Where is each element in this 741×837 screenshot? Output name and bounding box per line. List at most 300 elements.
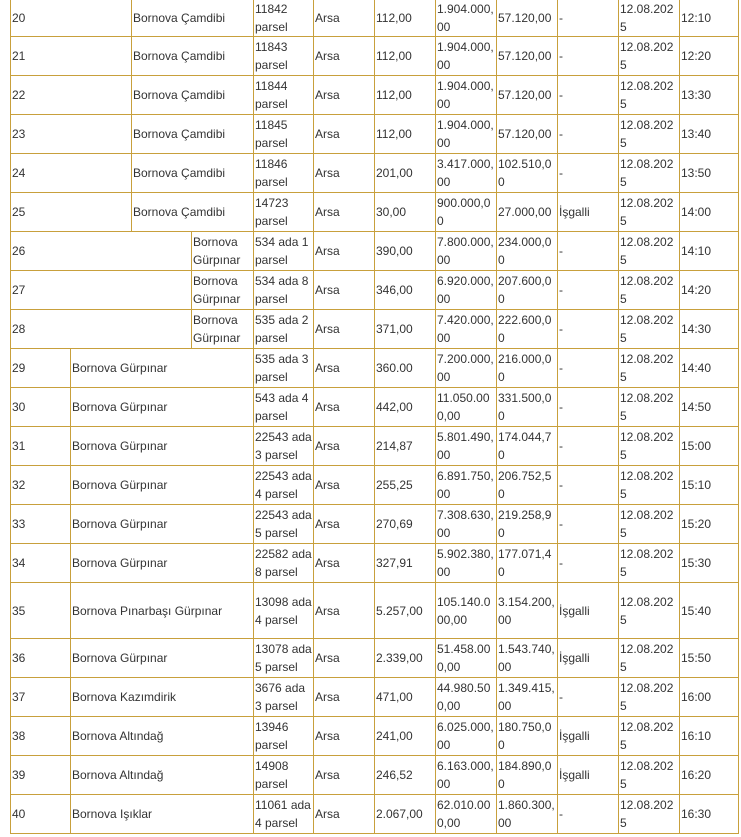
grid-line [618, 716, 619, 756]
property-type-cell: Arsa [315, 88, 340, 102]
grid-line [313, 677, 314, 717]
grid-line [253, 387, 254, 427]
property-type-cell: Arsa [315, 244, 340, 258]
grid-line [618, 543, 619, 583]
date-cell: 12.08.2025 [620, 313, 674, 345]
grid-line [313, 309, 314, 349]
grid-line [253, 794, 254, 834]
area-cell: 112,00 [376, 11, 412, 25]
grid-line [435, 153, 436, 193]
price-cell: 62.010.000,00 [437, 798, 491, 830]
grid-line [131, 192, 132, 232]
grid-line [10, 426, 11, 466]
grid-line [496, 75, 497, 115]
status-cell: - [559, 478, 563, 492]
grid-line [313, 387, 314, 427]
deposit-cell: 1.543.740,00 [498, 642, 555, 674]
deposit-cell: 177.071,40 [498, 547, 552, 579]
grid-line [496, 153, 497, 193]
grid-line [618, 270, 619, 310]
area-cell: 471,00 [376, 690, 413, 704]
time-cell: 12:20 [681, 49, 712, 63]
grid-line [10, 638, 11, 678]
grid-line [374, 192, 375, 232]
region-cell: Bornova Işıklar [72, 807, 153, 821]
grid-line [10, 504, 11, 544]
date-cell: 12.08.2025 [620, 759, 674, 791]
grid-line [557, 192, 558, 232]
price-cell: 5.902.380,00 [437, 547, 494, 579]
grid-line [618, 677, 619, 717]
row-number: 37 [12, 690, 26, 704]
grid-line [496, 677, 497, 717]
grid-line [618, 387, 619, 427]
price-cell: 1.904.000,00 [437, 79, 494, 111]
property-type-cell: Arsa [315, 205, 340, 219]
property-type-cell: Arsa [315, 478, 340, 492]
grid-line [313, 543, 314, 583]
grid-line [618, 638, 619, 678]
grid-line [253, 504, 254, 544]
deposit-cell: 27.000,00 [498, 205, 552, 219]
grid-line [557, 716, 558, 756]
region-cell: Bornova Çamdibi [133, 127, 226, 141]
status-cell: İşgalli [559, 651, 590, 665]
grid-line [374, 348, 375, 388]
time-cell: 16:20 [681, 768, 712, 782]
area-cell: 371,00 [376, 322, 413, 336]
grid-line [435, 465, 436, 505]
property-type-cell: Arsa [315, 729, 340, 743]
grid-line [374, 426, 375, 466]
grid-line [70, 677, 71, 717]
ada-parsel-cell: 22543 ada 5 parsel [255, 508, 312, 540]
time-cell: 12:10 [681, 11, 712, 25]
status-cell: - [559, 11, 563, 25]
grid-line [10, 192, 11, 232]
time-cell: 15:00 [681, 439, 712, 453]
grid-line [191, 270, 192, 310]
date-cell: 12.08.2025 [620, 469, 674, 501]
grid-line [313, 348, 314, 388]
area-cell: 2.067,00 [376, 807, 423, 821]
grid-line [618, 465, 619, 505]
grid-line [253, 755, 254, 795]
grid-line [496, 309, 497, 349]
row-number: 23 [12, 127, 26, 141]
grid-line [70, 465, 71, 505]
row-number: 35 [12, 603, 26, 618]
deposit-cell: 331.500,00 [498, 391, 552, 423]
grid-line [557, 755, 558, 795]
deposit-cell: 57.120,00 [498, 127, 552, 141]
time-cell: 14:40 [681, 361, 712, 375]
price-cell: 5.801.490,00 [437, 430, 494, 462]
date-cell: 12.08.2025 [620, 720, 674, 752]
region-cell: Bornova Gürpınar [72, 361, 168, 375]
region-cell: Bornova Çamdibi [133, 88, 226, 102]
grid-line [374, 153, 375, 193]
status-cell: İşgalli [559, 729, 590, 743]
property-type-cell: Arsa [315, 322, 340, 336]
deposit-cell: 3.154.200,00 [498, 594, 555, 627]
grid-line [435, 231, 436, 271]
region-cell: Bornova Gürpınar [72, 517, 168, 531]
grid-line [618, 348, 619, 388]
grid-line [253, 543, 254, 583]
row-number: 25 [12, 205, 26, 219]
area-cell: 112,00 [376, 127, 412, 141]
grid-line [738, 582, 739, 639]
deposit-cell: 219.258,90 [498, 508, 552, 540]
grid-line [313, 638, 314, 678]
time-cell: 15:10 [681, 478, 712, 492]
grid-line [374, 387, 375, 427]
status-cell: - [559, 283, 563, 297]
grid-line [70, 582, 71, 639]
grid-line [313, 36, 314, 76]
grid-line [374, 716, 375, 756]
grid-line [738, 465, 739, 505]
grid-line [557, 387, 558, 427]
price-cell: 6.891.750,00 [437, 469, 494, 501]
ada-parsel-cell: 11843 parsel [255, 40, 288, 72]
region-cell: Bornova Gürpınar [72, 400, 168, 414]
grid-line [374, 36, 375, 76]
status-cell: İşgalli [559, 205, 590, 219]
grid-line [374, 114, 375, 154]
ada-parsel-cell: 535 ada 3 parsel [255, 352, 309, 384]
ada-parsel-cell: 543 ada 4 parsel [255, 391, 309, 423]
area-cell: 246,52 [376, 768, 413, 782]
area-cell: 327,91 [376, 556, 413, 570]
grid-line [435, 504, 436, 544]
date-cell: 12.08.2025 [620, 798, 674, 830]
grid-line [435, 0, 436, 37]
grid-line [738, 270, 739, 310]
grid-line [253, 114, 254, 154]
time-cell: 15:20 [681, 517, 712, 531]
time-cell: 16:00 [681, 690, 712, 704]
grid-line [557, 309, 558, 349]
region-cell: Bornova Pınarbaşı Gürpınar [72, 603, 223, 618]
ada-parsel-cell: 11842 parsel [255, 2, 288, 34]
price-cell: 1.904.000,00 [437, 2, 494, 34]
grid-line [435, 75, 436, 115]
grid-line [557, 504, 558, 544]
price-cell: 44.980.500,00 [437, 681, 491, 713]
grid-line [313, 504, 314, 544]
grid-line [738, 504, 739, 544]
grid-line [131, 153, 132, 193]
grid-line [557, 638, 558, 678]
grid-line [435, 192, 436, 232]
deposit-cell: 1.860.300,00 [498, 798, 555, 830]
grid-line [435, 794, 436, 834]
grid-line [496, 794, 497, 834]
grid-line [679, 387, 680, 427]
price-cell: 51.458.000,00 [437, 642, 491, 674]
grid-line [313, 582, 314, 639]
grid-line [374, 309, 375, 349]
grid-line [10, 348, 11, 388]
grid-line [435, 348, 436, 388]
row-number: 24 [12, 166, 26, 180]
price-cell: 7.200.000,00 [437, 352, 494, 384]
grid-line [496, 426, 497, 466]
grid-line [131, 114, 132, 154]
grid-line [313, 270, 314, 310]
time-cell: 13:40 [681, 127, 712, 141]
grid-line [435, 114, 436, 154]
grid-line [679, 426, 680, 466]
grid-line [374, 465, 375, 505]
deposit-cell: 57.120,00 [498, 11, 552, 25]
grid-line [191, 231, 192, 271]
property-type-cell: Arsa [315, 127, 340, 141]
property-type-cell: Arsa [315, 361, 340, 375]
grid-line [679, 270, 680, 310]
grid-line [435, 755, 436, 795]
row-number: 30 [12, 400, 26, 414]
grid-line [496, 582, 497, 639]
date-cell: 12.08.2025 [620, 157, 674, 189]
date-cell: 12.08.2025 [620, 235, 674, 267]
grid-line [313, 192, 314, 232]
grid-line [374, 270, 375, 310]
ada-parsel-cell: 534 ada 1 parsel [255, 235, 309, 267]
grid-line [679, 543, 680, 583]
grid-line [679, 465, 680, 505]
status-cell: - [559, 166, 563, 180]
grid-line [374, 504, 375, 544]
property-type-cell: Arsa [315, 768, 340, 782]
region-cell: Bornova Kazımdirik [72, 690, 177, 704]
price-cell: 105.140.000,00 [437, 594, 491, 627]
deposit-cell: 207.600,00 [498, 274, 552, 306]
grid-line [679, 755, 680, 795]
region-cell: Bornova Gürpınar [72, 651, 168, 665]
grid-line [618, 309, 619, 349]
region-cell: Bornova Gürpınar [72, 478, 168, 492]
status-cell: - [559, 556, 563, 570]
grid-line [557, 543, 558, 583]
row-number: 31 [12, 439, 26, 453]
status-cell: - [559, 517, 563, 531]
property-type-cell: Arsa [315, 166, 340, 180]
status-cell: - [559, 244, 563, 258]
row-number: 26 [12, 244, 26, 258]
grid-line [679, 192, 680, 232]
price-cell: 6.025.000,00 [437, 720, 494, 752]
grid-line [374, 638, 375, 678]
time-cell: 16:30 [681, 807, 712, 821]
price-cell: 3.417.000,00 [437, 157, 494, 189]
grid-line [618, 426, 619, 466]
ada-parsel-cell: 535 ada 2 parsel [255, 313, 309, 345]
time-cell: 14:20 [681, 283, 712, 297]
grid-line [496, 755, 497, 795]
grid-line [313, 0, 314, 37]
price-cell: 1.904.000,00 [437, 40, 494, 72]
area-cell: 346,00 [376, 283, 413, 297]
grid-line [679, 504, 680, 544]
deposit-cell: 1.349.415,00 [498, 681, 555, 713]
grid-line [253, 348, 254, 388]
region-cell: Bornova Çamdibi [133, 166, 226, 180]
region-cell: Bornova Gürpınar [193, 274, 241, 306]
status-cell: - [559, 690, 563, 704]
grid-line [618, 114, 619, 154]
grid-line [10, 270, 11, 310]
grid-line [679, 114, 680, 154]
ada-parsel-cell: 22582 ada 8 parsel [255, 547, 312, 579]
status-cell: - [559, 439, 563, 453]
grid-line [435, 677, 436, 717]
deposit-cell: 216.000,00 [498, 352, 552, 384]
ada-parsel-cell: 13078 ada 5 parsel [255, 642, 312, 674]
deposit-cell: 180.750,00 [498, 720, 552, 752]
date-cell: 12.08.2025 [620, 508, 674, 540]
ada-parsel-cell: 13098 ada 4 parsel [255, 594, 312, 627]
grid-line [70, 638, 71, 678]
status-cell: - [559, 322, 563, 336]
grid-line [679, 716, 680, 756]
ada-parsel-cell: 14908 parsel [255, 759, 289, 791]
area-cell: 214,87 [376, 439, 413, 453]
area-cell: 390,00 [376, 244, 413, 258]
grid-line [618, 794, 619, 834]
property-type-cell: Arsa [315, 603, 340, 618]
area-cell: 112,00 [376, 49, 412, 63]
grid-line [253, 75, 254, 115]
region-cell: Bornova Altındağ [72, 768, 164, 782]
price-cell: 7.420.000,00 [437, 313, 494, 345]
grid-line [131, 36, 132, 76]
grid-line [496, 231, 497, 271]
grid-line [10, 677, 11, 717]
grid-line [679, 36, 680, 76]
region-cell: Bornova Çamdibi [133, 49, 226, 63]
property-type-cell: Arsa [315, 11, 340, 25]
time-cell: 15:30 [681, 556, 712, 570]
grid-line [496, 114, 497, 154]
grid-line [253, 231, 254, 271]
ada-parsel-cell: 22543 ada 4 parsel [255, 469, 312, 501]
deposit-cell: 102.510,00 [498, 157, 552, 189]
date-cell: 12.08.2025 [620, 391, 674, 423]
price-cell: 6.920.000,00 [437, 274, 494, 306]
time-cell: 14:10 [681, 244, 712, 258]
grid-line [679, 0, 680, 37]
grid-line [313, 755, 314, 795]
row-number: 40 [12, 807, 26, 821]
grid-line [313, 465, 314, 505]
grid-line [253, 153, 254, 193]
region-cell: Bornova Gürpınar [72, 439, 168, 453]
date-cell: 12.08.2025 [620, 40, 674, 72]
grid-line [679, 677, 680, 717]
grid-line [679, 582, 680, 639]
region-cell: Bornova Çamdibi [133, 205, 226, 219]
grid-line [496, 543, 497, 583]
grid-line [374, 543, 375, 583]
region-cell: Bornova Altındağ [72, 729, 164, 743]
grid-line [679, 348, 680, 388]
grid-line [557, 348, 558, 388]
grid-line [10, 794, 11, 834]
status-cell: İşgalli [559, 603, 590, 618]
grid-line [374, 677, 375, 717]
grid-line [557, 582, 558, 639]
grid-line [496, 270, 497, 310]
grid-line [10, 153, 11, 193]
grid-line [253, 0, 254, 37]
area-cell: 241,00 [376, 729, 413, 743]
ada-parsel-cell: 11844 parsel [255, 79, 288, 111]
grid-line [70, 755, 71, 795]
grid-line [313, 75, 314, 115]
grid-line [253, 192, 254, 232]
property-type-cell: Arsa [315, 400, 340, 414]
grid-line [435, 387, 436, 427]
property-type-cell: Arsa [315, 49, 340, 63]
grid-line [435, 543, 436, 583]
grid-line [738, 638, 739, 678]
grid-line [435, 36, 436, 76]
row-number: 32 [12, 478, 26, 492]
date-cell: 12.08.2025 [620, 196, 674, 228]
grid-line [253, 465, 254, 505]
ada-parsel-cell: 3676 ada 3 parsel [255, 681, 306, 713]
grid-line [70, 543, 71, 583]
grid-line [10, 755, 11, 795]
row-number: 22 [12, 88, 26, 102]
date-cell: 12.08.2025 [620, 118, 674, 150]
grid-line [557, 36, 558, 76]
deposit-cell: 57.120,00 [498, 49, 552, 63]
property-type-cell: Arsa [315, 556, 340, 570]
grid-line [557, 231, 558, 271]
row-number: 33 [12, 517, 26, 531]
grid-line [10, 36, 11, 76]
grid-line [435, 309, 436, 349]
ada-parsel-cell: 534 ada 8 parsel [255, 274, 309, 306]
status-cell: - [559, 400, 563, 414]
region-cell: Bornova Gürpınar [193, 313, 241, 345]
grid-line [738, 231, 739, 271]
grid-line [557, 426, 558, 466]
property-type-cell: Arsa [315, 439, 340, 453]
grid-line [557, 0, 558, 37]
region-cell: Bornova Çamdibi [133, 11, 226, 25]
grid-line [679, 794, 680, 834]
grid-line [253, 426, 254, 466]
date-cell: 12.08.2025 [620, 2, 674, 34]
deposit-cell: 222.600,00 [498, 313, 552, 345]
grid-line [679, 231, 680, 271]
area-cell: 5.257,00 [376, 603, 423, 618]
deposit-cell: 234.000,00 [498, 235, 552, 267]
grid-line [618, 582, 619, 639]
ada-parsel-cell: 11846 parsel [255, 157, 288, 189]
grid-line [496, 0, 497, 37]
deposit-cell: 206.752,50 [498, 469, 552, 501]
grid-line [679, 153, 680, 193]
area-cell: 2.339,00 [376, 651, 423, 665]
date-cell: 12.08.2025 [620, 681, 674, 713]
grid-line [557, 794, 558, 834]
